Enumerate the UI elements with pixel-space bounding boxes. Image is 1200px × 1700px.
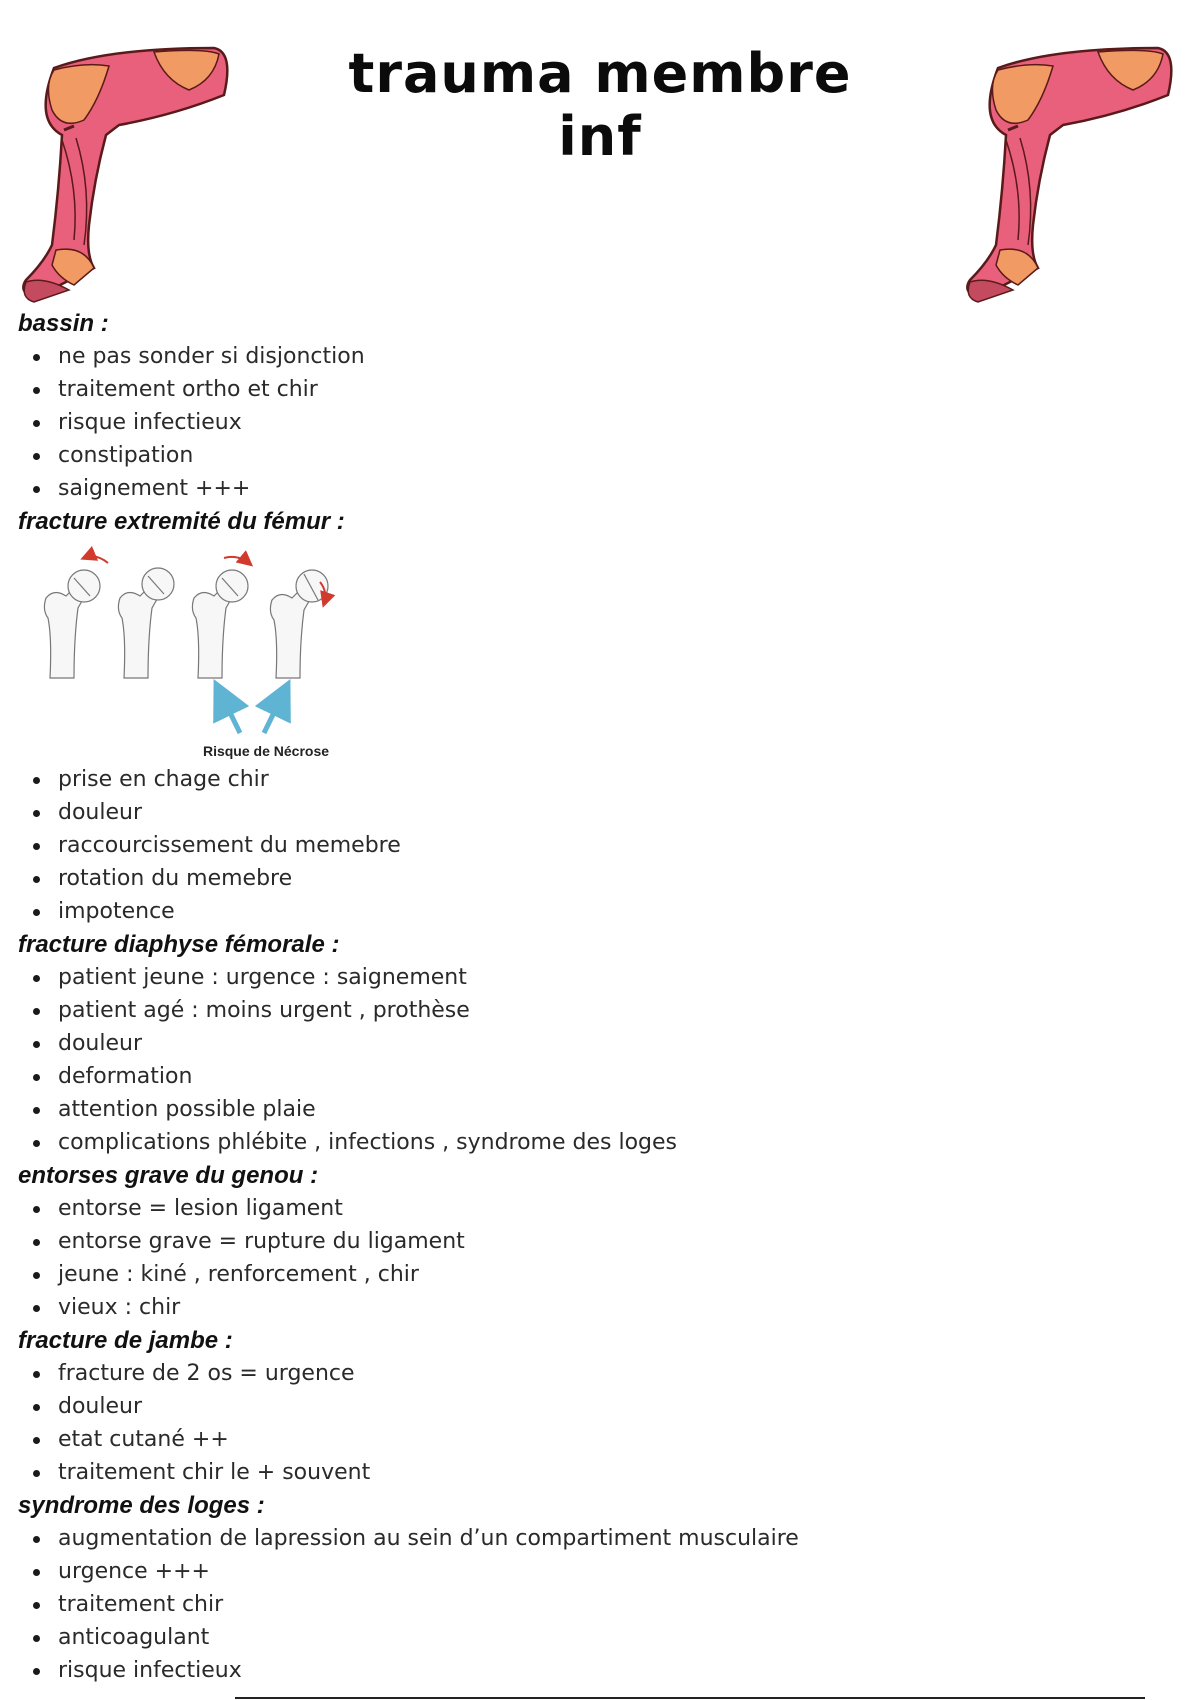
femur-type-1 [44, 570, 100, 678]
list-item: traitement ortho et chir [0, 373, 1200, 406]
list-item: urgence +++ [0, 1555, 1200, 1588]
section-syndrome-des-loges [0, 1489, 1200, 1687]
list-item: risque infectieux [0, 406, 1200, 439]
femur-types-illustration [28, 538, 388, 763]
section-heading: fracture diaphyse fémorale : [18, 931, 340, 958]
femur-type-2 [118, 568, 174, 678]
bullet-list [0, 340, 1200, 505]
list-item: entorse = lesion ligament [0, 1192, 1200, 1225]
section-fracture-diaphyse-femorale [0, 928, 1200, 1159]
list-item: saignement +++ [0, 472, 1200, 505]
list-item: traitement chir le + souvent [0, 1456, 1200, 1489]
section-heading: syndrome des loges : [18, 1492, 265, 1519]
list-item: douleur [0, 1390, 1200, 1423]
bullet-list [0, 763, 1200, 928]
list-item: patient jeune : urgence : saignement [0, 961, 1200, 994]
bullet-list [0, 1522, 1200, 1687]
list-item: traitement chir [0, 1588, 1200, 1621]
list-item: prise en chage chir [0, 763, 1200, 796]
bullet-list [0, 961, 1200, 1159]
list-item: fracture de 2 os = urgence [0, 1357, 1200, 1390]
list-item: raccourcissement du memebre [0, 829, 1200, 862]
arrow-red [84, 556, 108, 563]
section-fracture-extremite-femur [0, 505, 1200, 928]
list-item: augmentation de lapression au sein d’un compartiment musculaire [0, 1522, 1200, 1555]
femur-type-3 [192, 570, 248, 678]
list-item: vieux : chir [0, 1291, 1200, 1324]
list-item: constipation [0, 439, 1200, 472]
list-item: ne pas sonder si disjonction [0, 340, 1200, 373]
femur-fracture-diagram [28, 538, 388, 763]
list-item: attention possible plaie [0, 1093, 1200, 1126]
section-heading: entorses grave du genou : [18, 1162, 319, 1189]
bullet-list [0, 1192, 1200, 1324]
list-item: patient agé : moins urgent , prothèse [0, 994, 1200, 1027]
list-item: risque infectieux [0, 1654, 1200, 1687]
section-heading: fracture de jambe : [18, 1327, 233, 1354]
diagram-caption: Risque de Nécrose [202, 743, 330, 759]
arrow-red [224, 557, 250, 564]
section-bassin [0, 307, 1200, 505]
list-item: jeune : kiné , renforcement , chir [0, 1258, 1200, 1291]
page-title: trauma membre inf [348, 42, 852, 168]
list-item: entorse grave = rupture du ligament [0, 1225, 1200, 1258]
section-fracture-de-jambe [0, 1324, 1200, 1489]
notes-content [0, 307, 1200, 1687]
list-item: anticoagulant [0, 1621, 1200, 1654]
section-heading: fracture extremité du fémur : [18, 508, 345, 535]
arrow-blue [264, 688, 286, 733]
list-item: rotation du memebre [0, 862, 1200, 895]
section-heading: bassin : [18, 310, 109, 337]
leg-muscle-illustration-right [958, 40, 1188, 310]
list-item: douleur [0, 796, 1200, 829]
list-item: deformation [0, 1060, 1200, 1093]
bullet-list [0, 1357, 1200, 1489]
list-item: complications phlébite , infections , syndrome des loges [0, 1126, 1200, 1159]
femur-type-4 [270, 570, 328, 678]
list-item: etat cutané ++ [0, 1423, 1200, 1456]
list-item: douleur [0, 1027, 1200, 1060]
leg-muscle-illustration-left [14, 40, 244, 310]
arrow-blue [218, 688, 240, 733]
page-bottom-divider [235, 1697, 1145, 1699]
section-entorses-grave-genou [0, 1159, 1200, 1324]
list-item: impotence [0, 895, 1200, 928]
